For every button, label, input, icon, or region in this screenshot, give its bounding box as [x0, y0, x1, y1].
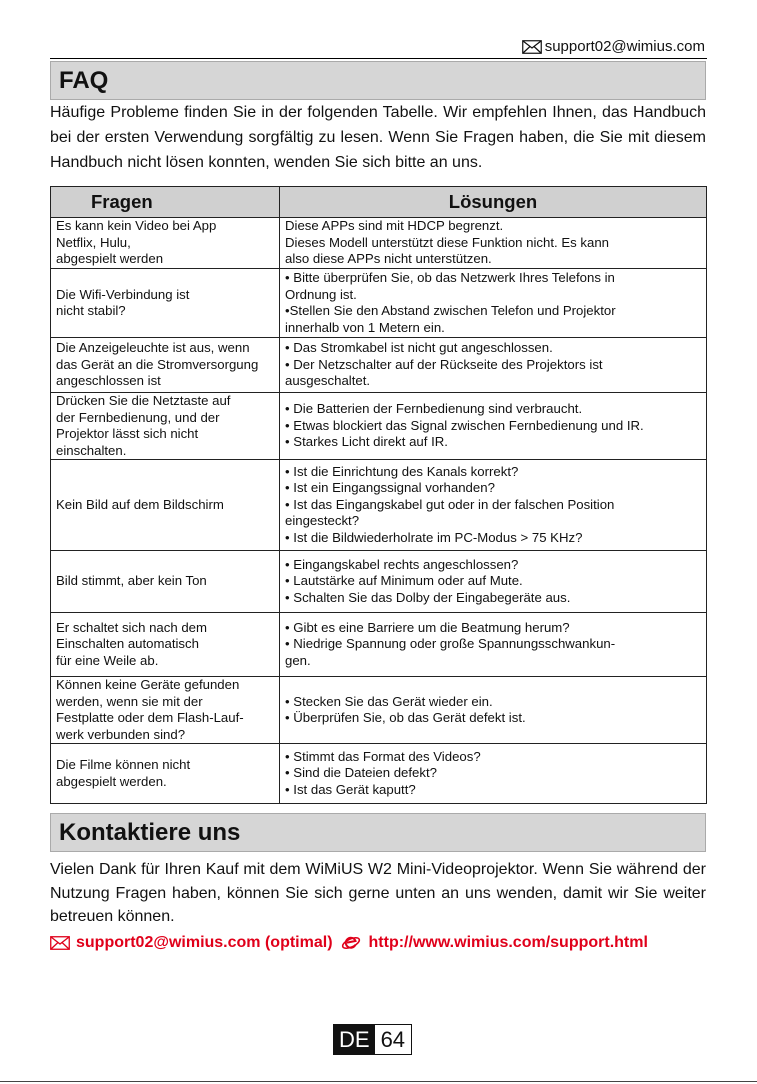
solution-line: also diese APPs nicht unterstützen. [285, 251, 492, 267]
solution-line: • Ist die Bildwiederholrate im PC-Modus > 75 KHz? [285, 529, 583, 545]
table-row [51, 744, 707, 804]
solution-line: • Der Netzschalter auf der Rückseite des Projektors ist [285, 356, 603, 372]
solution-line: • Starkes Licht direkt auf IR. [285, 434, 448, 450]
solution-line: • Schalten Sie das Dolby der Eingabegeräte aus. [285, 589, 571, 605]
solution-line: • Gibt es eine Barriere um die Beatmung herum? [285, 619, 570, 635]
solution-line: •Stellen Sie den Abstand zwischen Telefon und Projektor [285, 303, 616, 318]
solution-line: gen. [285, 652, 311, 668]
contact-title: Kontaktiere uns [59, 818, 241, 846]
question-line: Er schaltet sich nach dem [56, 619, 207, 635]
solution-cell [280, 613, 707, 677]
solution-line: Diese APPs sind mit HDCP begrenzt. [285, 218, 504, 234]
envelope-icon [522, 40, 542, 54]
question-line: Netflix, Hulu, [56, 234, 131, 250]
table-row [51, 460, 707, 551]
question-cell [51, 613, 280, 677]
table-row [51, 613, 707, 677]
question-line: angeschlossen ist [56, 373, 161, 389]
table-row [51, 677, 707, 744]
solution-line: • Lautstärke auf Minimum oder auf Mute. [285, 573, 523, 589]
question-cell [51, 393, 280, 460]
contact-section-title [50, 813, 706, 852]
solution-line: Dieses Modell unterstützt diese Funktion nicht. Es kann [285, 234, 609, 250]
question-line: Kein Bild auf dem Bildschirm [56, 496, 224, 512]
solution-line: ausgeschaltet. [285, 373, 371, 389]
question-line: abgespielt werden [56, 251, 164, 267]
solution-line: • Eingangskabel rechts angeschlossen? [285, 556, 519, 572]
solution-line: • Stimmt das Format des Videos? [285, 748, 481, 764]
question-cell [51, 551, 280, 613]
question-line: Können keine Geräte gefunden [56, 677, 240, 692]
table-row [51, 338, 707, 393]
solution-line: • Ist die Einrichtung des Kanals korrekt? [285, 463, 519, 479]
column-header-solutions: Lösungen [280, 187, 707, 218]
solution-cell [280, 551, 707, 613]
bottom-rule [0, 1081, 757, 1082]
header-email [522, 38, 705, 55]
solution-cell [280, 338, 707, 393]
solution-cell [280, 460, 707, 551]
contact-links [50, 934, 706, 952]
envelope-icon [50, 936, 70, 950]
question-line: werk verbunden sind? [56, 726, 186, 742]
question-line: der Fernbedienung, und der [56, 409, 220, 425]
question-cell [51, 338, 280, 393]
faq-intro: Häufige Probleme finden Sie in der folgenden Tabelle. Wir empfehlen Ihnen, das Handbuch bei der ersten Verwendung sorgfältig zu lesen. Wenn Sie Fragen haben, die Sie mit diesem Handbuch nicht lösen konnten, wenden Sie sich bitte an uns. [50, 104, 706, 171]
solution-line: • Überprüfen Sie, ob das Gerät defekt ist. [285, 710, 526, 725]
question-cell [51, 218, 280, 269]
faq-title: FAQ [59, 66, 109, 94]
solution-line: • Ist ein Eingangssignal vorhanden? [285, 480, 495, 496]
question-cell [51, 460, 280, 551]
solution-line: • Etwas blockiert das Signal zwischen Fernbedienung und IR. [285, 417, 644, 433]
question-line: Die Wifi-Verbindung ist [56, 286, 190, 302]
question-cell [51, 744, 280, 804]
solution-line: • Das Stromkabel ist nicht gut angeschlossen. [285, 340, 553, 356]
question-cell [51, 677, 280, 744]
question-line: Bild stimmt, aber kein Ton [56, 573, 207, 589]
solution-line: • Sind die Dateien defekt? [285, 765, 437, 781]
table-row [51, 269, 707, 338]
solution-line: innerhalb von 1 Metern ein. [285, 319, 445, 335]
contact-text: Vielen Dank für Ihren Kauf mit dem WiMiUS W2 Mini-Videoprojektor. Wenn Sie während der Nutzung Fragen haben, können Sie sich gerne unten an uns wenden, damit wir Sie weiter betreuen können. [50, 861, 706, 925]
question-line: Festplatte oder dem Flash-Lauf- [56, 710, 244, 725]
solution-line: • Die Batterien der Fernbedienung sind verbraucht. [285, 401, 583, 417]
faq-table-header [51, 187, 707, 218]
question-line: nicht stabil? [56, 303, 126, 318]
header-rule [50, 58, 707, 59]
question-line: für eine Weile ab. [56, 652, 159, 668]
solution-line: • Ist das Eingangskabel gut oder in der falschen Position [285, 496, 615, 512]
question-line: Die Filme können nicht [56, 757, 191, 772]
faq-section-title [50, 61, 706, 100]
support-email-link[interactable]: support02@wimius.com (optimal) [76, 934, 333, 951]
solution-cell [280, 218, 707, 269]
internet-explorer-icon [341, 934, 361, 952]
question-line: Es kann kein Video bei App [56, 218, 217, 234]
question-line: werden, wenn sie mit der [56, 693, 203, 709]
question-line: Die Anzeigeleuchte ist aus, wenn [56, 340, 250, 356]
question-line: das Gerät an die Stromversorgung [56, 356, 259, 372]
question-cell [51, 269, 280, 338]
solution-line: Ordnung ist. [285, 286, 357, 302]
solution-cell [280, 677, 707, 744]
faq-table [50, 186, 707, 804]
support-web-link[interactable]: http://www.wimius.com/support.html [368, 934, 648, 951]
solution-cell [280, 269, 707, 338]
question-line: Drücken Sie die Netztaste auf [56, 393, 231, 408]
table-row [51, 551, 707, 613]
page-number: 64 [375, 1025, 411, 1054]
solution-cell [280, 744, 707, 804]
solution-line: • Bitte überprüfen Sie, ob das Netzwerk Ihres Telefons in [285, 270, 615, 285]
question-line: Projektor lässt sich nicht [56, 426, 199, 441]
solution-line: • Niedrige Spannung oder große Spannungsschwankun- [285, 636, 616, 652]
question-line: abgespielt werden. [56, 773, 167, 789]
solution-line: • Stecken Sie das Gerät wieder ein. [285, 693, 493, 709]
page-language: DE [334, 1025, 375, 1054]
question-line: Einschalten automatisch [56, 636, 199, 652]
header-email-text: support02@wimius.com [544, 38, 705, 55]
solution-cell [280, 393, 707, 460]
column-header-questions: Fragen [51, 187, 280, 218]
solution-line: eingesteckt? [285, 513, 360, 529]
page-marker [333, 1024, 412, 1055]
table-row [51, 218, 707, 269]
question-line: einschalten. [56, 442, 127, 458]
table-row [51, 393, 707, 460]
solution-line: • Ist das Gerät kaputt? [285, 781, 416, 797]
